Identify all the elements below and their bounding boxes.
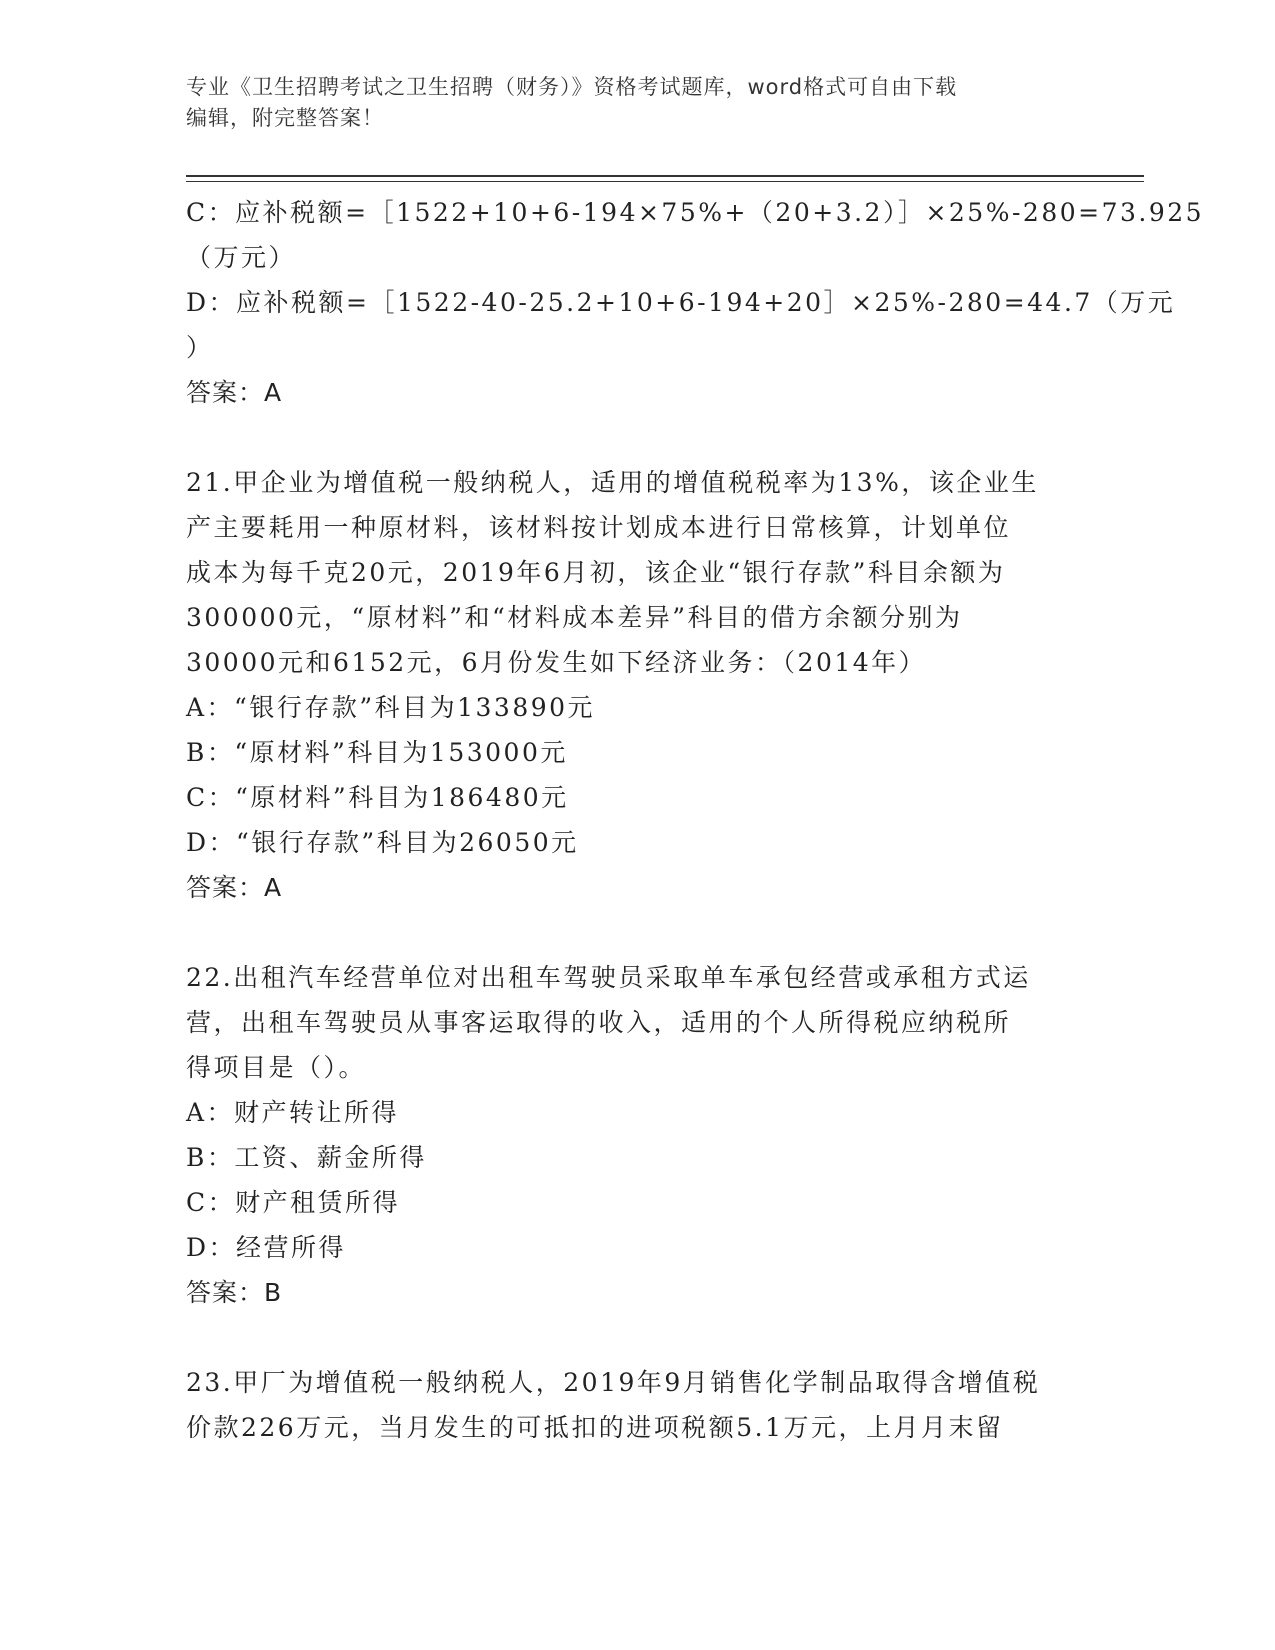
- question-text-line: 价款226万元，当月发生的可抵扣的进项税额5.1万元，上月月末留: [186, 1413, 1004, 1442]
- question-22: [186, 955, 1086, 1315]
- header-line-2: 编辑，附完整答案！: [186, 106, 384, 130]
- document-header: [186, 72, 1086, 134]
- question-text-line: 30000元和6152元，6月份发生如下经济业务：（2014年）: [186, 648, 927, 677]
- question-21: [186, 460, 1086, 910]
- option-d: D：“银行存款”科目为26050元: [186, 828, 579, 857]
- answer-text: 答案：A: [186, 378, 283, 407]
- option-b: B：“原材料”科目为153000元: [186, 738, 568, 767]
- question-text-line: 300000元，“原材料”和“材料成本差异”科目的借方余额分别为: [186, 603, 963, 632]
- question-23: [186, 1360, 1086, 1450]
- option-c: C：应补税额=［1522+10+6-194×75%+（20+3.2）］×25%-280=73.925: [186, 198, 1205, 227]
- option-d: D：经营所得: [186, 1233, 347, 1262]
- question-text-line: 22.出租汽车经营单位对出租车驾驶员采取单车承包经营或承租方式运: [186, 963, 1031, 992]
- question-text-line: 产主要耗用一种原材料，该材料按计划成本进行日常核算，计划单位: [186, 513, 1012, 542]
- option-c: C：财产租赁所得: [186, 1188, 401, 1217]
- option-c-wrap: （万元）: [186, 243, 297, 272]
- question-text-line: 21.甲企业为增值税一般纳税人，适用的增值税税率为13%，该企业生: [186, 468, 1039, 497]
- question-text-line: 成本为每千克20元，2019年6月初，该企业“银行存款”科目余额为: [186, 558, 1006, 587]
- question-text-line: 营，出租车驾驶员从事客运取得的收入，适用的个人所得税应纳税所: [186, 1008, 1012, 1037]
- header-rule-thick: [186, 175, 1144, 177]
- option-d: D：应补税额=［1522-40-25.2+10+6-194+20］×25%-280=44.7（万元: [186, 288, 1176, 317]
- header-line-1: 专业《卫生招聘考试之卫生招聘（财务）》资格考试题库，word格式可自由下载: [186, 75, 958, 99]
- option-a: A：“银行存款”科目为133890元: [186, 693, 596, 722]
- question-20-continued: [186, 190, 1205, 415]
- option-b: B：工资、薪金所得: [186, 1143, 427, 1172]
- option-c: C：“原材料”科目为186480元: [186, 783, 569, 812]
- answer-text: 答案：A: [186, 873, 283, 902]
- question-text-line: 23.甲厂为增值税一般纳税人，2019年9月销售化学制品取得含增值税: [186, 1368, 1041, 1397]
- question-text-line: 得项目是（）。: [186, 1053, 367, 1082]
- option-d-wrap: ）: [186, 333, 214, 362]
- option-a: A：财产转让所得: [186, 1098, 400, 1127]
- header-rule-thin: [186, 181, 1144, 182]
- question-content: [186, 190, 1205, 1450]
- answer-text: 答案：B: [186, 1278, 283, 1307]
